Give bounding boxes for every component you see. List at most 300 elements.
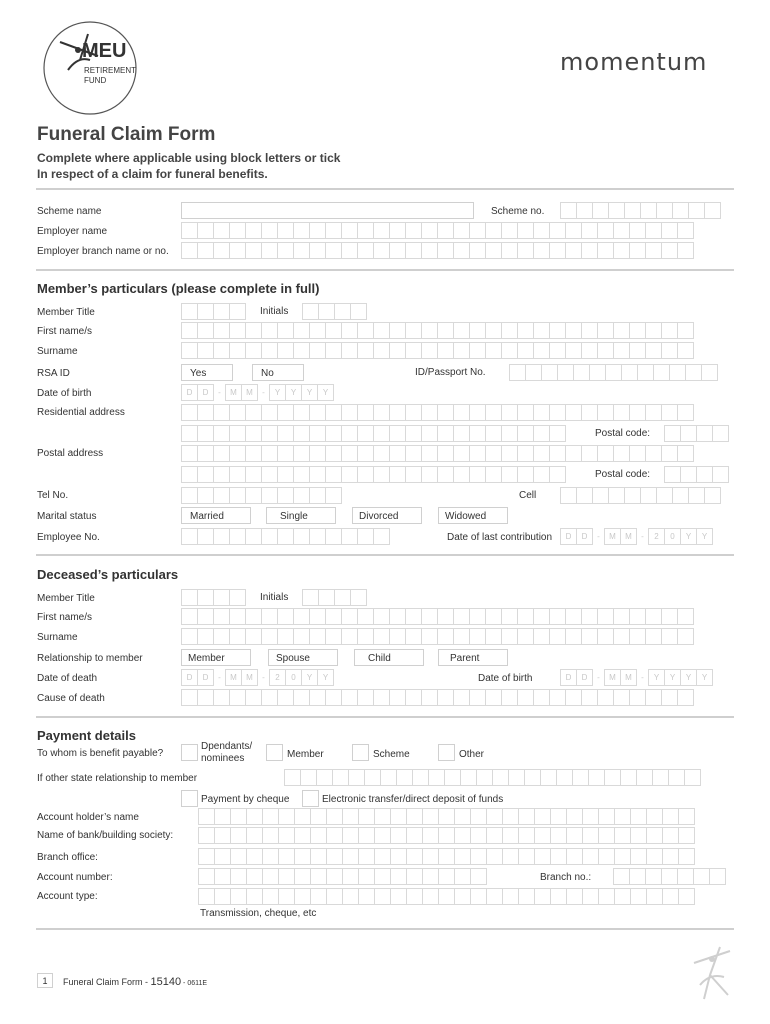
input-cell[interactable]: [696, 425, 713, 442]
input-cell[interactable]: [230, 827, 247, 844]
input-cell[interactable]: [501, 466, 518, 483]
input-cell[interactable]: [534, 808, 551, 825]
input-cell[interactable]: [373, 322, 390, 339]
input-cell[interactable]: [454, 848, 471, 865]
input-cell[interactable]: [396, 769, 413, 786]
input-cell[interactable]: [229, 528, 246, 545]
input-cell[interactable]: [566, 808, 583, 825]
input-cell[interactable]: [565, 628, 582, 645]
input-cell[interactable]: [661, 628, 678, 645]
input-cell[interactable]: [261, 466, 278, 483]
input-cell[interactable]: [677, 445, 694, 462]
input-cell[interactable]: [229, 608, 246, 625]
input-cell[interactable]: [629, 689, 646, 706]
input-cell[interactable]: [502, 808, 519, 825]
input-cell[interactable]: [677, 608, 694, 625]
input-cell[interactable]: [437, 222, 454, 239]
input-cell[interactable]: [672, 487, 689, 504]
input-cell[interactable]: [645, 222, 662, 239]
input-cell[interactable]: [437, 404, 454, 421]
input-cell[interactable]: [342, 868, 359, 885]
input-cell[interactable]: [300, 769, 317, 786]
input-cell[interactable]: [326, 888, 343, 905]
input-cell[interactable]: [389, 342, 406, 359]
input-cell[interactable]: [293, 487, 310, 504]
input-cell[interactable]: [565, 222, 582, 239]
input-cell[interactable]: [310, 868, 327, 885]
input-cell[interactable]: [357, 242, 374, 259]
input-cell[interactable]: [470, 827, 487, 844]
input-cell[interactable]: [438, 827, 455, 844]
input-cell[interactable]: [389, 404, 406, 421]
input-cell[interactable]: [406, 888, 423, 905]
input-cell[interactable]: [668, 769, 685, 786]
id-passport-field[interactable]: [509, 364, 717, 381]
input-cell[interactable]: [661, 322, 678, 339]
input-cell[interactable]: [277, 322, 294, 339]
input-cell[interactable]: [181, 404, 198, 421]
input-cell[interactable]: [669, 364, 686, 381]
input-cell[interactable]: [262, 848, 279, 865]
input-cell[interactable]: [696, 466, 713, 483]
input-cell[interactable]: [357, 425, 374, 442]
input-cell[interactable]: [582, 888, 599, 905]
input-cell[interactable]: [309, 466, 326, 483]
input-cell[interactable]: [198, 868, 215, 885]
input-cell[interactable]: [533, 425, 550, 442]
input-cell[interactable]: [469, 404, 486, 421]
input-cell[interactable]: [245, 445, 262, 462]
input-cell[interactable]: [524, 769, 541, 786]
input-cell[interactable]: [533, 445, 550, 462]
input-cell[interactable]: [309, 425, 326, 442]
input-cell[interactable]: [556, 769, 573, 786]
input-cell[interactable]: [357, 466, 374, 483]
input-cell[interactable]: [685, 364, 702, 381]
input-cell[interactable]: [245, 222, 262, 239]
input-cell[interactable]: [653, 364, 670, 381]
input-cell[interactable]: [588, 769, 605, 786]
input-cell[interactable]: [693, 868, 710, 885]
input-cell[interactable]: [358, 848, 375, 865]
input-cell[interactable]: [581, 322, 598, 339]
input-cell[interactable]: [421, 322, 438, 339]
input-cell[interactable]: [245, 466, 262, 483]
input-cell[interactable]: [614, 808, 631, 825]
input-cell[interactable]: [277, 608, 294, 625]
input-cell[interactable]: [485, 222, 502, 239]
input-cell[interactable]: [688, 202, 705, 219]
input-cell[interactable]: [677, 868, 694, 885]
input-cell[interactable]: [230, 888, 247, 905]
input-cell[interactable]: [198, 888, 215, 905]
input-cell[interactable]: [277, 689, 294, 706]
input-cell[interactable]: [453, 628, 470, 645]
input-cell[interactable]: [469, 222, 486, 239]
input-cell[interactable]: [341, 608, 358, 625]
rsa-no-box[interactable]: [252, 364, 304, 381]
date-cell[interactable]: 2: [269, 669, 286, 686]
input-cell[interactable]: [229, 425, 246, 442]
input-cell[interactable]: [229, 303, 246, 320]
input-cell[interactable]: [576, 487, 593, 504]
input-cell[interactable]: [460, 769, 477, 786]
input-cell[interactable]: [637, 364, 654, 381]
input-cell[interactable]: [677, 404, 694, 421]
input-cell[interactable]: [181, 222, 198, 239]
input-cell[interactable]: [533, 242, 550, 259]
input-cell[interactable]: [406, 868, 423, 885]
date-cell[interactable]: M: [241, 384, 258, 401]
input-cell[interactable]: [309, 242, 326, 259]
input-cell[interactable]: [709, 868, 726, 885]
input-cell[interactable]: [597, 445, 614, 462]
input-cell[interactable]: [421, 628, 438, 645]
input-cell[interactable]: [302, 589, 319, 606]
input-cell[interactable]: [277, 466, 294, 483]
input-cell[interactable]: [533, 689, 550, 706]
input-cell[interactable]: [454, 827, 471, 844]
input-cell[interactable]: [517, 222, 534, 239]
input-cell[interactable]: [277, 404, 294, 421]
input-cell[interactable]: [262, 827, 279, 844]
input-cell[interactable]: [261, 689, 278, 706]
input-cell[interactable]: [326, 848, 343, 865]
dependants-box[interactable]: [181, 744, 198, 761]
input-cell[interactable]: [229, 404, 246, 421]
input-cell[interactable]: [608, 487, 625, 504]
input-cell[interactable]: [581, 608, 598, 625]
input-cell[interactable]: [181, 689, 198, 706]
input-cell[interactable]: [428, 769, 445, 786]
input-cell[interactable]: [485, 242, 502, 259]
input-cell[interactable]: [533, 322, 550, 339]
input-cell[interactable]: [373, 445, 390, 462]
input-cell[interactable]: [389, 608, 406, 625]
input-cell[interactable]: [629, 342, 646, 359]
input-cell[interactable]: [677, 342, 694, 359]
input-cell[interactable]: [309, 689, 326, 706]
input-cell[interactable]: [597, 689, 614, 706]
date-cell[interactable]: D: [197, 669, 214, 686]
input-cell[interactable]: [229, 589, 246, 606]
input-cell[interactable]: [341, 628, 358, 645]
input-cell[interactable]: [678, 848, 695, 865]
input-cell[interactable]: [704, 202, 721, 219]
input-cell[interactable]: [581, 445, 598, 462]
holder-field[interactable]: [198, 808, 694, 825]
input-cell[interactable]: [517, 689, 534, 706]
input-cell[interactable]: [614, 848, 631, 865]
input-cell[interactable]: [261, 242, 278, 259]
input-cell[interactable]: [309, 322, 326, 339]
input-cell[interactable]: [661, 868, 678, 885]
input-cell[interactable]: [421, 222, 438, 239]
input-cell[interactable]: [485, 445, 502, 462]
branch-office-field[interactable]: [198, 848, 694, 865]
input-cell[interactable]: [613, 689, 630, 706]
input-cell[interactable]: [597, 608, 614, 625]
input-cell[interactable]: [565, 689, 582, 706]
input-cell[interactable]: [326, 868, 343, 885]
input-cell[interactable]: [576, 202, 593, 219]
input-cell[interactable]: [469, 425, 486, 442]
input-cell[interactable]: [549, 404, 566, 421]
input-cell[interactable]: [592, 487, 609, 504]
input-cell[interactable]: [581, 628, 598, 645]
input-cell[interactable]: [640, 487, 657, 504]
input-cell[interactable]: [293, 528, 310, 545]
input-cell[interactable]: [662, 808, 679, 825]
input-cell[interactable]: [664, 466, 681, 483]
input-cell[interactable]: [672, 202, 689, 219]
input-cell[interactable]: [661, 404, 678, 421]
input-cell[interactable]: [661, 445, 678, 462]
last-contribution-field[interactable]: [560, 528, 712, 545]
input-cell[interactable]: [278, 868, 295, 885]
input-cell[interactable]: [213, 608, 230, 625]
input-cell[interactable]: [245, 608, 262, 625]
input-cell[interactable]: [517, 404, 534, 421]
account-number-field[interactable]: [198, 868, 486, 885]
input-cell[interactable]: [277, 242, 294, 259]
input-cell[interactable]: [661, 342, 678, 359]
input-cell[interactable]: [550, 808, 567, 825]
input-cell[interactable]: [437, 242, 454, 259]
input-cell[interactable]: [549, 322, 566, 339]
employer-name-field[interactable]: [181, 222, 693, 239]
input-cell[interactable]: [284, 769, 301, 786]
input-cell[interactable]: [245, 404, 262, 421]
input-cell[interactable]: [389, 322, 406, 339]
dec-dob-field[interactable]: [560, 669, 712, 686]
input-cell[interactable]: [438, 888, 455, 905]
input-cell[interactable]: [405, 425, 422, 442]
input-cell[interactable]: [357, 222, 374, 239]
input-cell[interactable]: [198, 827, 215, 844]
input-cell[interactable]: [485, 466, 502, 483]
input-cell[interactable]: [357, 342, 374, 359]
input-cell[interactable]: [262, 888, 279, 905]
input-cell[interactable]: [197, 608, 214, 625]
input-cell[interactable]: [549, 445, 566, 462]
input-cell[interactable]: [390, 808, 407, 825]
input-cell[interactable]: [316, 769, 333, 786]
input-cell[interactable]: [261, 608, 278, 625]
input-cell[interactable]: [582, 827, 599, 844]
input-cell[interactable]: [309, 222, 326, 239]
input-cell[interactable]: [677, 242, 694, 259]
input-cell[interactable]: [565, 608, 582, 625]
input-cell[interactable]: [357, 404, 374, 421]
input-cell[interactable]: [318, 303, 335, 320]
input-cell[interactable]: [390, 868, 407, 885]
input-cell[interactable]: [469, 342, 486, 359]
input-cell[interactable]: [197, 466, 214, 483]
date-cell[interactable]: D: [560, 528, 577, 545]
input-cell[interactable]: [560, 487, 577, 504]
input-cell[interactable]: [664, 425, 681, 442]
employee-no-field[interactable]: [181, 528, 389, 545]
date-cell[interactable]: D: [181, 384, 198, 401]
input-cell[interactable]: [261, 528, 278, 545]
input-cell[interactable]: [517, 242, 534, 259]
input-cell[interactable]: [229, 689, 246, 706]
date-cell[interactable]: M: [225, 384, 242, 401]
input-cell[interactable]: [213, 342, 230, 359]
account-type-field[interactable]: [198, 888, 694, 905]
date-cell[interactable]: D: [576, 669, 593, 686]
input-cell[interactable]: [389, 628, 406, 645]
input-cell[interactable]: [197, 342, 214, 359]
input-cell[interactable]: [390, 888, 407, 905]
input-cell[interactable]: [437, 445, 454, 462]
input-cell[interactable]: [357, 689, 374, 706]
input-cell[interactable]: [712, 466, 729, 483]
input-cell[interactable]: [662, 888, 679, 905]
input-cell[interactable]: [453, 322, 470, 339]
input-cell[interactable]: [422, 827, 439, 844]
input-cell[interactable]: [534, 888, 551, 905]
input-cell[interactable]: [405, 222, 422, 239]
input-cell[interactable]: [405, 404, 422, 421]
input-cell[interactable]: [293, 242, 310, 259]
input-cell[interactable]: [278, 888, 295, 905]
input-cell[interactable]: [629, 868, 646, 885]
input-cell[interactable]: [309, 445, 326, 462]
first-name-field[interactable]: [181, 322, 693, 339]
input-cell[interactable]: [597, 628, 614, 645]
input-cell[interactable]: [549, 342, 566, 359]
input-cell[interactable]: [549, 608, 566, 625]
input-cell[interactable]: [645, 628, 662, 645]
input-cell[interactable]: [501, 689, 518, 706]
input-cell[interactable]: [677, 222, 694, 239]
input-cell[interactable]: [645, 404, 662, 421]
input-cell[interactable]: [517, 466, 534, 483]
input-cell[interactable]: [592, 202, 609, 219]
input-cell[interactable]: [405, 689, 422, 706]
input-cell[interactable]: [704, 487, 721, 504]
input-cell[interactable]: [181, 322, 198, 339]
input-cell[interactable]: [557, 364, 574, 381]
input-cell[interactable]: [341, 445, 358, 462]
input-cell[interactable]: [646, 808, 663, 825]
input-cell[interactable]: [437, 689, 454, 706]
input-cell[interactable]: [640, 202, 657, 219]
input-cell[interactable]: [549, 466, 566, 483]
dec-title-field[interactable]: [181, 589, 245, 606]
input-cell[interactable]: [470, 848, 487, 865]
input-cell[interactable]: [373, 528, 390, 545]
input-cell[interactable]: [614, 827, 631, 844]
input-cell[interactable]: [277, 342, 294, 359]
input-cell[interactable]: [325, 487, 342, 504]
input-cell[interactable]: [261, 222, 278, 239]
input-cell[interactable]: [421, 608, 438, 625]
input-cell[interactable]: [573, 364, 590, 381]
input-cell[interactable]: [645, 445, 662, 462]
input-cell[interactable]: [357, 528, 374, 545]
input-cell[interactable]: [613, 628, 630, 645]
postal-line1[interactable]: [181, 445, 693, 462]
input-cell[interactable]: [630, 827, 647, 844]
input-cell[interactable]: [197, 242, 214, 259]
input-cell[interactable]: [245, 528, 262, 545]
input-cell[interactable]: [501, 404, 518, 421]
input-cell[interactable]: [277, 445, 294, 462]
input-cell[interactable]: [680, 466, 697, 483]
input-cell[interactable]: [277, 222, 294, 239]
input-cell[interactable]: [332, 769, 349, 786]
input-cell[interactable]: [502, 888, 519, 905]
date-cell[interactable]: 0: [664, 528, 681, 545]
input-cell[interactable]: [230, 808, 247, 825]
input-cell[interactable]: [598, 888, 615, 905]
input-cell[interactable]: [453, 466, 470, 483]
input-cell[interactable]: [518, 888, 535, 905]
postal-line2[interactable]: [181, 466, 565, 483]
input-cell[interactable]: [325, 404, 342, 421]
input-cell[interactable]: [421, 342, 438, 359]
input-cell[interactable]: [342, 827, 359, 844]
input-cell[interactable]: [374, 808, 391, 825]
input-cell[interactable]: [589, 364, 606, 381]
input-cell[interactable]: [213, 589, 230, 606]
input-cell[interactable]: [405, 608, 422, 625]
input-cell[interactable]: [197, 404, 214, 421]
input-cell[interactable]: [358, 868, 375, 885]
input-cell[interactable]: [229, 466, 246, 483]
input-cell[interactable]: [437, 608, 454, 625]
input-cell[interactable]: [389, 425, 406, 442]
input-cell[interactable]: [566, 848, 583, 865]
input-cell[interactable]: [373, 404, 390, 421]
input-cell[interactable]: [294, 848, 311, 865]
input-cell[interactable]: [405, 342, 422, 359]
input-cell[interactable]: [550, 827, 567, 844]
pay-member-box[interactable]: [266, 744, 283, 761]
input-cell[interactable]: [358, 808, 375, 825]
input-cell[interactable]: [620, 769, 637, 786]
input-cell[interactable]: [533, 342, 550, 359]
input-cell[interactable]: [422, 808, 439, 825]
input-cell[interactable]: [350, 303, 367, 320]
input-cell[interactable]: [181, 628, 198, 645]
input-cell[interactable]: [197, 445, 214, 462]
input-cell[interactable]: [560, 202, 577, 219]
input-cell[interactable]: [422, 888, 439, 905]
input-cell[interactable]: [533, 466, 550, 483]
input-cell[interactable]: [245, 242, 262, 259]
input-cell[interactable]: [646, 848, 663, 865]
input-cell[interactable]: [230, 868, 247, 885]
input-cell[interactable]: [422, 848, 439, 865]
input-cell[interactable]: [364, 769, 381, 786]
input-cell[interactable]: [549, 628, 566, 645]
input-cell[interactable]: [534, 827, 551, 844]
input-cell[interactable]: [421, 404, 438, 421]
input-cell[interactable]: [517, 628, 534, 645]
input-cell[interactable]: [565, 445, 582, 462]
input-cell[interactable]: [662, 848, 679, 865]
input-cell[interactable]: [261, 342, 278, 359]
input-cell[interactable]: [197, 628, 214, 645]
input-cell[interactable]: [454, 808, 471, 825]
input-cell[interactable]: [517, 322, 534, 339]
input-cell[interactable]: [293, 342, 310, 359]
input-cell[interactable]: [629, 222, 646, 239]
